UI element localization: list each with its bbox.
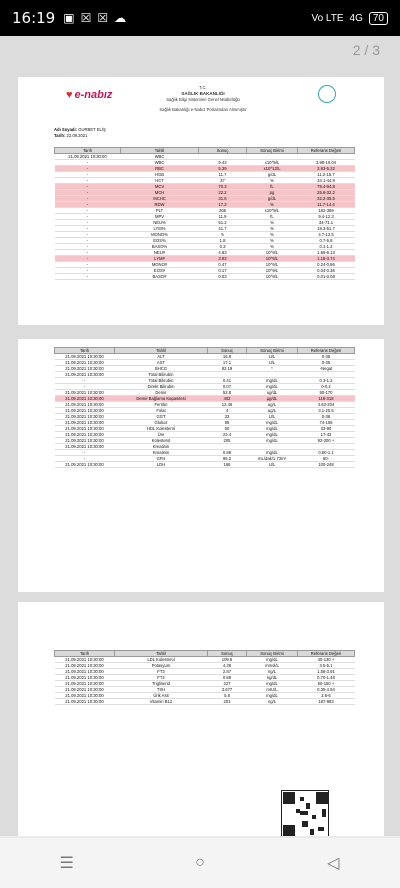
header-dept: Sağlık Bilgi Sistemleri Genel Müdürlüğü — [166, 97, 240, 102]
cell-unit: mg/dL — [247, 693, 298, 699]
cell-test: FT3 — [115, 669, 208, 675]
cell-unit: x10^9/L — [247, 208, 298, 214]
cloud-icon: ☁ — [114, 11, 127, 25]
cell-test: LDH — [115, 462, 208, 468]
cell-unit: % — [247, 238, 298, 244]
qr-module — [312, 815, 316, 819]
cell-test: EOS% — [121, 238, 199, 244]
cell-ref: 0-36 — [298, 414, 355, 420]
cell-unit: ug/L — [247, 402, 298, 408]
cell-result: 82.19 — [208, 366, 247, 372]
cell-unit: U/L — [247, 360, 298, 366]
cell-result: 52.8 — [208, 390, 247, 396]
report-header — [18, 77, 384, 127]
cell-date: - — [55, 262, 121, 268]
cell-unit: % — [247, 202, 298, 208]
cell-test: Kreatinin — [115, 444, 208, 450]
cell-date: - — [55, 202, 121, 208]
cell-unit: ng/L — [247, 669, 298, 675]
cell-ref: 60- — [298, 456, 355, 462]
cell-unit: % — [247, 220, 298, 226]
cell-ref: 50-150 + — [298, 681, 355, 687]
ministry-header — [128, 85, 278, 113]
cell-test: Kreatinin — [115, 450, 208, 456]
cell-date: 21.09.2021 10:30:00 — [55, 444, 115, 450]
cell-test: PLT — [121, 208, 199, 214]
cell-result: 227 — [208, 681, 247, 687]
cell-unit: 10^9/L — [247, 256, 298, 262]
cell-test: Total Bilirubin — [115, 372, 208, 378]
cell-ref: 19.3-51.7 — [298, 226, 355, 232]
cell-date: 21.09.2021 10:30:00 — [55, 390, 115, 396]
cell-unit: % — [247, 178, 298, 184]
qr-module — [283, 825, 295, 836]
cell-unit: % — [247, 232, 298, 238]
column-header: Sonuç — [199, 148, 247, 154]
header-source: Sağlık Bakanlığı e-Nabız Portalından Alınmıştır — [159, 107, 247, 112]
cell-result: 0.3 — [199, 244, 247, 250]
cell-result: 5.39 — [199, 166, 247, 172]
lab-table-3 — [54, 650, 355, 705]
cell-ref: 0.01-0.08 — [298, 274, 355, 280]
cell-date: 21.09.2021 10:30:00 — [55, 663, 115, 669]
cell-date: - — [55, 274, 121, 280]
cell-date: - — [55, 256, 121, 262]
column-header: Tarih — [55, 651, 115, 657]
cell-ref: 0.7-5.8 — [298, 238, 355, 244]
cell-date: 21.09.2021 10:30:00 — [55, 372, 115, 378]
navigation-bar — [0, 838, 400, 888]
cell-ref: 25.6-32.2 — [298, 190, 355, 196]
cell-unit: g/dL — [247, 196, 298, 202]
cell-result: 0.03 — [199, 274, 247, 280]
cell-date: 21.09.2021 10:30:00 — [55, 426, 115, 432]
pdf-page-1 — [18, 77, 384, 325]
cell-ref: 0.60-1.1 — [298, 450, 355, 456]
cell-date: - — [55, 384, 115, 390]
cell-date: - — [55, 172, 121, 178]
cell-result: 31.6 — [199, 196, 247, 202]
cell-result: 96.2 — [208, 456, 247, 462]
cell-test: MPV — [121, 214, 199, 220]
column-header: Tahlil — [115, 348, 208, 354]
cell-ref: 34.1-44.9 — [298, 178, 355, 184]
cell-unit: fL — [247, 214, 298, 220]
cell-test: Direkt Bilirubin — [115, 384, 208, 390]
cell-test: RDW — [121, 202, 199, 208]
patient-info: Adı Soyadı: GURBET ELİŞ Tarih: 22.09.2021 — [54, 127, 106, 138]
cell-date: 21.09.2021 10:30:00 — [55, 154, 121, 160]
cell-test: HDL Kolesterol — [115, 426, 208, 432]
signal-icon: 4G — [349, 12, 363, 24]
cell-test: MCHC — [121, 196, 199, 202]
cell-ref: 0.35-4.94 — [298, 687, 355, 693]
cell-result: 5.8 — [208, 693, 247, 699]
cell-test: MCV — [121, 184, 199, 190]
cell-date: - — [55, 244, 121, 250]
qr-module — [316, 792, 328, 804]
cell-date: 21.09.2021 10:30:00 — [55, 432, 115, 438]
cell-result: 4 — [208, 408, 247, 414]
cell-ref: 79.4-94.8 — [298, 184, 355, 190]
cell-date: 21.09.2021 10:30:00 — [55, 681, 115, 687]
qr-module — [296, 809, 300, 813]
cell-ref: 118-318 — [298, 396, 355, 402]
close-box-icon: ☒ — [97, 11, 109, 25]
cell-ref: 182-369 — [298, 208, 355, 214]
cell-result: 1.8 — [199, 238, 247, 244]
cell-test: FT4 — [115, 675, 208, 681]
cell-date: - — [55, 196, 121, 202]
header-ministry: SAĞLIK BAKANLIĞI — [181, 91, 225, 96]
column-header: Sonuç Birimi — [247, 651, 298, 657]
cell-test: NEU# — [121, 250, 199, 256]
cell-unit: % — [247, 226, 298, 232]
cell-date: 21.09.2021 10:30:00 — [55, 396, 115, 402]
cell-date: - — [55, 190, 121, 196]
column-header: Tarih — [55, 148, 121, 154]
cell-unit: % — [247, 244, 298, 250]
cell-date: 21.09.2021 10:30:00 — [55, 354, 115, 360]
recents-button[interactable]: ☰ — [59, 855, 74, 872]
cell-test: BHCG — [115, 366, 208, 372]
cell-unit: mg/dL — [247, 681, 298, 687]
cell-result: 3.93 — [199, 256, 247, 262]
qr-module — [300, 811, 308, 815]
cell-unit: mg/dL — [247, 657, 298, 663]
cell-date: - — [55, 160, 121, 166]
cell-ref: 74-106 — [298, 420, 355, 426]
cell-result: 9.43 — [199, 160, 247, 166]
cell-test: Ferritin — [115, 402, 208, 408]
cell-unit: mg/dL — [247, 450, 298, 456]
cell-unit: U/L — [247, 354, 298, 360]
cell-ref: -Negat — [298, 366, 355, 372]
cell-test: HCT — [121, 178, 199, 184]
system-icons — [311, 12, 388, 25]
cell-ref: 34-71.1 — [298, 220, 355, 226]
cell-result: 0.17 — [199, 268, 247, 274]
table-row — [55, 462, 355, 468]
cell-test: Ürik Asit — [115, 693, 208, 699]
cell-unit: µg/dL — [247, 396, 298, 402]
column-header: Sonuç — [208, 348, 247, 354]
cell-date: - — [55, 208, 121, 214]
qr-code — [281, 790, 329, 836]
cell-unit: U/L — [247, 462, 298, 468]
cell-test: WBC — [121, 154, 199, 160]
column-header: Referans Değeri — [298, 651, 355, 657]
cell-test: TSH — [115, 687, 208, 693]
status-bar — [0, 0, 400, 36]
cell-unit: U/L — [247, 414, 298, 420]
cell-date: 21.09.2021 10:30:00 — [55, 669, 115, 675]
cell-test: HGB — [121, 172, 199, 178]
cell-result: 33 — [208, 414, 247, 420]
cell-test: ALT — [115, 354, 208, 360]
cell-date: - — [55, 378, 115, 384]
cell-result: 0.41 — [208, 378, 247, 384]
cell-unit: x10^12/L — [247, 166, 298, 172]
cell-ref: 11.2-15.7 — [298, 172, 355, 178]
cell-date: - — [55, 178, 121, 184]
cell-unit: 10^9/L — [247, 268, 298, 274]
cell-test: BASO% — [121, 244, 199, 250]
qr-module — [310, 829, 314, 835]
cell-test: AST — [115, 360, 208, 366]
volte-indicator: Vo LTE — [311, 12, 344, 24]
cell-result: 41.7 — [199, 226, 247, 232]
cell-unit: g/dL — [247, 172, 298, 178]
cell-unit: ng/L — [247, 699, 298, 705]
cell-result: 22.2 — [199, 190, 247, 196]
cell-ref: 0.04-0.36 — [298, 268, 355, 274]
cell-ref: 0.3-1.2 — [298, 378, 355, 384]
qr-module — [283, 792, 295, 804]
back-button[interactable]: ◁ — [327, 855, 340, 872]
cell-result: 166 — [208, 462, 247, 468]
cell-test: Glukoz — [115, 420, 208, 426]
cell-date: - — [55, 268, 121, 274]
column-header: Sonuç Birimi — [247, 348, 298, 354]
cell-result: 51.2 — [199, 220, 247, 226]
column-header: Sonuç — [208, 651, 247, 657]
cell-test: Demir — [115, 390, 208, 396]
cell-test: Total Bilirubin — [115, 378, 208, 384]
cell-test: MCH — [121, 190, 199, 196]
cell-ref: 0.1-1.2 — [298, 244, 355, 250]
cell-unit: ng/dL — [247, 675, 298, 681]
cell-result: 265 — [199, 208, 247, 214]
cell-result: 17.1 — [208, 360, 247, 366]
cell-date: 21.09.2021 10:30:00 — [55, 687, 115, 693]
report-date: 22.09.2021 — [66, 133, 88, 138]
cell-ref: 11.7-14.4 — [298, 202, 355, 208]
cell-test: LYM% — [121, 226, 199, 232]
cell-result: 95 — [208, 420, 247, 426]
cell-date: - — [55, 214, 121, 220]
cell-date: 21.09.2021 10:30:00 — [55, 420, 115, 426]
cell-date: - — [55, 226, 121, 232]
pdf-viewer[interactable] — [0, 36, 400, 836]
cell-unit: ug/L — [247, 408, 298, 414]
cell-unit: * — [247, 366, 298, 372]
cell-result: 11.7 — [199, 172, 247, 178]
cell-result: 37 — [199, 178, 247, 184]
page-indicator: 2 / 3 — [352, 42, 380, 58]
notification-icons — [63, 11, 126, 25]
home-button[interactable]: ○ — [195, 854, 205, 871]
cell-unit: mg/dL — [247, 378, 298, 384]
cell-date: - — [55, 166, 121, 172]
cell-date: 21.09.2021 10:30:00 — [55, 402, 115, 408]
cell-test: Folat — [115, 408, 208, 414]
cell-ref: 17-43 — [298, 432, 355, 438]
cell-unit: mL/dak/1.73m² — [247, 456, 298, 462]
cell-ref: 100-248 — [298, 462, 355, 468]
cell-unit: mg/dL — [247, 384, 298, 390]
column-header: Sonuç Birimi — [247, 148, 298, 154]
cell-unit: mIU/L — [247, 687, 298, 693]
cell-date: 21.09.2021 10:30:00 — [55, 657, 115, 663]
pdf-page-3 — [18, 602, 384, 836]
cell-test: WBC — [121, 160, 199, 166]
cell-unit: mg/dL — [247, 420, 298, 426]
table-row — [55, 699, 355, 705]
cell-unit: mg/dL — [247, 438, 298, 444]
cell-ref: 40-130 + — [298, 657, 355, 663]
cell-result: 0.07 — [208, 384, 247, 390]
cell-unit: mg/dL — [247, 426, 298, 432]
cell-date: - — [55, 250, 121, 256]
qr-module — [306, 803, 310, 809]
cell-result: 11.9 — [199, 214, 247, 220]
cell-date: - — [55, 456, 115, 462]
cell-result: 12.46 — [208, 402, 247, 408]
cell-date: - — [55, 232, 121, 238]
cell-ref: 0-35 — [298, 360, 355, 366]
cell-ref: 3.1-20.5 — [298, 408, 355, 414]
cell-ref: 0.70-1.48 — [298, 675, 355, 681]
status-time: 16:19 — [12, 9, 56, 27]
column-header: Referans Değeri — [298, 348, 355, 354]
cell-result: 4.83 — [199, 250, 247, 256]
cell-ref: 1.58-3.91 — [298, 669, 355, 675]
cell-result: 4.39 — [208, 663, 247, 669]
cell-test: Kolesterol — [115, 438, 208, 444]
cell-date: 21.09.2021 10:30:00 — [55, 462, 115, 468]
patient-name: GURBET ELİŞ — [78, 127, 106, 132]
cell-result: 402 — [208, 396, 247, 402]
cell-ref: 9.4-12.3 — [298, 214, 355, 220]
cell-ref: 0-35 — [298, 354, 355, 360]
cell-test: MONO# — [121, 262, 199, 268]
image-icon: ▣ — [63, 11, 75, 25]
cell-ref: 3.93-5.22 — [298, 166, 355, 172]
cell-result: 3.677 — [208, 687, 247, 693]
cell-result: 0.47 — [199, 262, 247, 268]
cell-date: - — [55, 238, 121, 244]
cell-unit: 10^9/L — [247, 250, 298, 256]
cell-result: 109.6 — [208, 657, 247, 663]
cell-test: Vitamin B12 — [115, 699, 208, 705]
cell-date: - — [55, 220, 121, 226]
cell-result: 16.9 — [208, 354, 247, 360]
column-header: Tarih — [55, 348, 115, 354]
cell-result: 205 — [208, 438, 247, 444]
cell-ref: 187-883 — [298, 699, 355, 705]
qr-module — [302, 821, 308, 827]
qr-module — [318, 827, 324, 831]
column-header: Referans Değeri — [298, 148, 355, 154]
battery-icon: 70 — [369, 12, 388, 25]
cell-date: 21.09.2021 10:30:00 — [55, 408, 115, 414]
enabiz-logo: ♥ e-nabız — [66, 89, 113, 101]
cell-ref: 33-90 — [298, 426, 355, 432]
cell-date: 21.09.2021 10:30:00 — [55, 693, 115, 699]
cell-result: 17.2 — [199, 202, 247, 208]
cell-date: 21.09.2021 10:30:00 — [55, 366, 115, 372]
cell-ref: 1.56-6.13 — [298, 250, 355, 256]
cell-test: GGT — [115, 414, 208, 420]
header-tc: T.C. — [199, 85, 207, 90]
cell-date: 21.09.2021 10:30:00 — [55, 360, 115, 366]
cell-test: MONO% — [121, 232, 199, 238]
cell-ref: 92-200 + — [298, 438, 355, 444]
close-box-icon: ☒ — [80, 11, 92, 25]
cell-date: - — [55, 184, 121, 190]
cell-date: 21.09.2021 10:30:00 — [55, 438, 115, 444]
cell-date: 21.09.2021 10:30:00 — [55, 699, 115, 705]
cell-result: 0.86 — [208, 450, 247, 456]
cell-unit: 10^9/L — [247, 262, 298, 268]
cell-result: 5 — [199, 232, 247, 238]
cell-test: Trigliserid — [115, 681, 208, 687]
cell-ref: 4.7-12.5 — [298, 232, 355, 238]
cell-test: LYM# — [121, 256, 199, 262]
lab-table-2 — [54, 347, 355, 468]
cell-date: 21.09.2021 10:30:00 — [55, 414, 115, 420]
cell-test: GFH — [115, 456, 208, 462]
cell-ref: 2.6-6 — [298, 693, 355, 699]
cell-date: - — [55, 450, 115, 456]
cell-ref: 32.2-35.5 — [298, 196, 355, 202]
cell-result: 70.3 — [199, 184, 247, 190]
cell-unit: pg — [247, 190, 298, 196]
lab-table-1 — [54, 147, 355, 280]
column-header: Tahlil — [115, 651, 208, 657]
cell-ref: 0.24-0.86 — [298, 262, 355, 268]
cell-result: 2.87 — [208, 669, 247, 675]
cell-test: NEU% — [121, 220, 199, 226]
pdf-page-2 — [18, 339, 384, 592]
cell-date: 21.09.2021 10:30:00 — [55, 675, 115, 681]
cell-unit: fL — [247, 184, 298, 190]
cell-test: Demir Bağlama Kapasitesi — [115, 396, 208, 402]
cell-ref: 3.5-5.1 — [298, 663, 355, 669]
cell-result: 50 — [208, 426, 247, 432]
cell-result: 23.4 — [208, 432, 247, 438]
cell-test: Potasyum — [115, 663, 208, 669]
cell-unit: 10^9/L — [247, 274, 298, 280]
cell-result: 201 — [208, 699, 247, 705]
cell-test: RBC — [121, 166, 199, 172]
cell-unit: mg/dL — [247, 432, 298, 438]
heart-icon: ♥ — [66, 89, 73, 101]
cell-unit: ug/dL — [247, 390, 298, 396]
cell-ref: 1.18-3.74 — [298, 256, 355, 262]
table-row — [55, 274, 355, 280]
cell-test: EOS# — [121, 268, 199, 274]
column-header: Tahlil — [121, 148, 199, 154]
ministry-seal-icon — [318, 85, 336, 103]
cell-ref: 0-0.2 — [298, 384, 355, 390]
qr-module — [322, 809, 326, 817]
cell-ref: 50-170 — [298, 390, 355, 396]
qr-module — [300, 797, 304, 801]
cell-ref: 4.63-204 — [298, 402, 355, 408]
cell-unit: x10^9/L — [247, 160, 298, 166]
cell-ref: 3.98-10.04 — [298, 160, 355, 166]
cell-test: BASO# — [121, 274, 199, 280]
cell-result: 0.88 — [208, 675, 247, 681]
cell-test: Üre — [115, 432, 208, 438]
cell-unit: mmol/L — [247, 663, 298, 669]
cell-test: LDL Kolesterol — [115, 657, 208, 663]
